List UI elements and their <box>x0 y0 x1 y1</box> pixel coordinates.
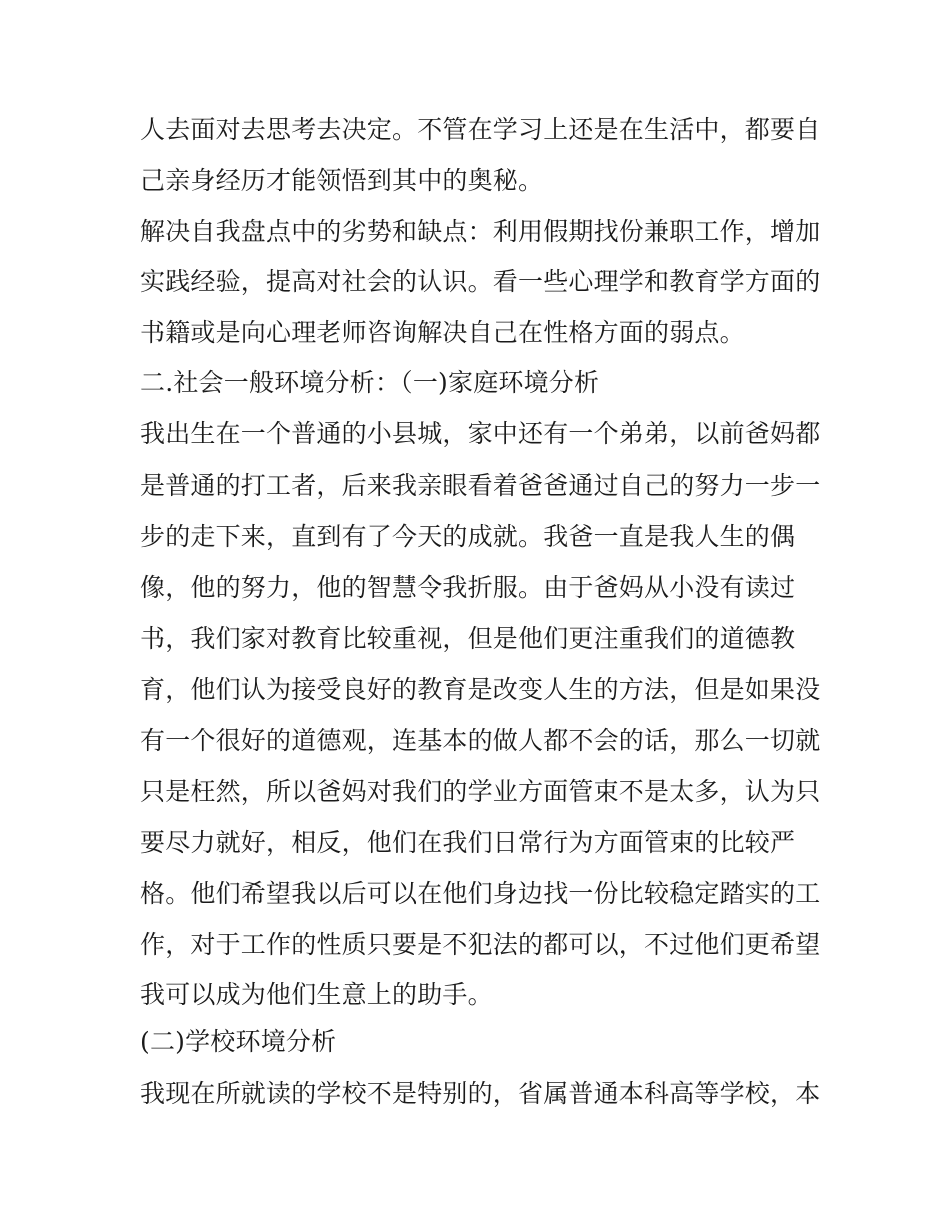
section-heading: (二)学校环境分析 <box>140 1027 337 1056</box>
text-line: 格。他们希望我以后可以在他们身边找一份比较稳定踏实的工 <box>140 879 820 908</box>
text-line: 像，他的努力，他的智慧令我折服。由于爸妈从小没有读过 <box>140 573 796 602</box>
section-heading: 二.社会一般环境分析：（一)家庭环境分析 <box>140 368 600 397</box>
text-line: 育，他们认为接受良好的教育是改变人生的方法，但是如果没 <box>140 675 820 704</box>
text-line: 人去面对去思考去决定。不管在学习上还是在生活中，都要自 <box>140 115 820 144</box>
text-line: 我现在所就读的学校不是特别的，省属普通本科高等学校，本 <box>140 1079 820 1108</box>
text-line: 书籍或是向心理老师咨询解决自己在性格方面的弱点。 <box>140 318 745 347</box>
text-line: 是普通的打工者，后来我亲眼看着爸爸通过自己的努力一步一 <box>140 471 820 500</box>
text-line: 我出生在一个普通的小县城，家中还有一个弟弟，以前爸妈都 <box>140 419 820 448</box>
text-line: 只是枉然，所以爸妈对我们的学业方面管束不是太多，认为只 <box>140 777 820 806</box>
text-line: 解决自我盘点中的劣势和缺点：利用假期找份兼职工作，增加 <box>140 217 820 246</box>
text-line: 书，我们家对教育比较重视，但是他们更注重我们的道德教 <box>140 624 796 653</box>
text-line: 步的走下来，直到有了今天的成就。我爸一直是我人生的偶 <box>140 522 796 551</box>
text-line: 要尽力就好，相反，他们在我们日常行为方面管束的比较严 <box>140 828 796 857</box>
text-line: 实践经验，提高对社会的认识。看一些心理学和教育学方面的 <box>140 267 820 296</box>
text-line: 作，对于工作的性质只要是不犯法的都可以，不过他们更希望 <box>140 930 820 959</box>
text-line: 己亲身经历才能领悟到其中的奥秘。 <box>140 166 544 195</box>
text-line: 我可以成为他们生意上的助手。 <box>140 980 493 1009</box>
text-line: 有一个很好的道德观，连基本的做人都不会的话，那么一切就 <box>140 726 820 755</box>
